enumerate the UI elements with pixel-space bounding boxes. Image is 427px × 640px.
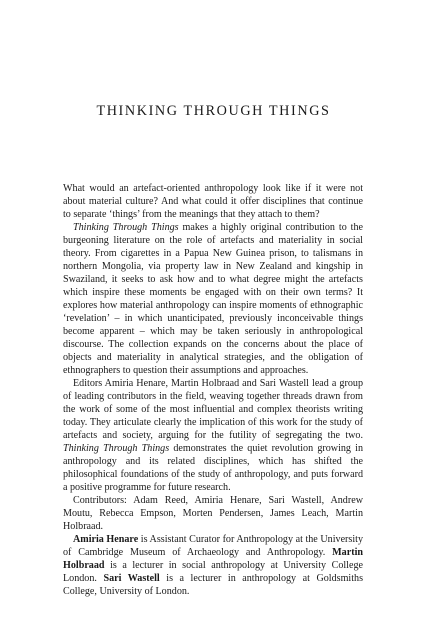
text-segment: Contributors: Adam Reed, Amiria Henare, Sari Wastell, Andrew Moutu, Rebecca Empson, Morten Pendersen, James Leach, Martin Holbraad.: [63, 495, 363, 532]
text-segment: is Assistant Curator for Anthropology at the University of Cambridge Museum of Archaeology and Anthropology.: [63, 534, 363, 558]
text-segment: What would an artefact-oriented anthropology look like if it were not about material culture? And what could it offer disciplines that continue to separate ‘things’ from the meanings that they attach to them?: [63, 183, 363, 220]
blurb-paragraph-contribution: [63, 221, 363, 377]
book-title-italic: Thinking Through Things: [73, 222, 179, 233]
text-segment: demonstrates the quiet revolution growing in anthropology and its related disciplines, which has shifted the philosophical foundations of the study of anthropology, and puts forward a positive programme for future research.: [63, 443, 364, 493]
book-title-italic: Thinking Through Things: [63, 443, 170, 454]
editor-name: Amiria Henare: [73, 534, 139, 545]
blurb-paragraph-contributors: [63, 494, 363, 533]
book-title: THINKING THROUGH THINGS: [96, 102, 331, 119]
blurb-paragraph-bios: [63, 533, 363, 598]
text-segment: is a lecturer in social anthropology at University College London.: [63, 560, 363, 584]
blurb-body: [63, 182, 363, 598]
editor-name: Martin Holbraad: [63, 547, 363, 571]
text-segment: Editors Amiria Henare, Martin Holbraad and Sari Wastell lead a group of leading contributors in the field, weaving together threads drawn from the work of some of the most influential and complex theorists writing today. They articulate clearly the implication of this work for the study of artefacts and society, arguing for the futility of segregating the two.: [63, 378, 363, 441]
blurb-paragraph-intro: [63, 182, 363, 221]
text-segment: is a lecturer in anthropology at Goldsmiths College, University of London.: [63, 573, 364, 597]
editor-name: Sari Wastell: [103, 573, 160, 584]
text-segment: makes a highly original contribution to the burgeoning literature on the role of artefacts and materiality in social theory. From cigarettes in a Papua New Guinea prison, to talismans in northern Mongolia, via property law in New Zealand and kingship in Swaziland, it seeks to ask how and to what degree might the artefacts which inspire these moments be engaged with on their own terms? It explores how material anthropology can inspire moments of ethnographic ‘revelation’ – in which unanticipated, previously inconceivable things become apparent – which may be taken seriously in anthropological discourse. The collection expands on the concerns about the place of objects and materiality in analytical strategies, and the obligation of ethnographers to question their assumptions and approaches.: [63, 222, 363, 376]
blurb-paragraph-editors: [63, 377, 363, 494]
